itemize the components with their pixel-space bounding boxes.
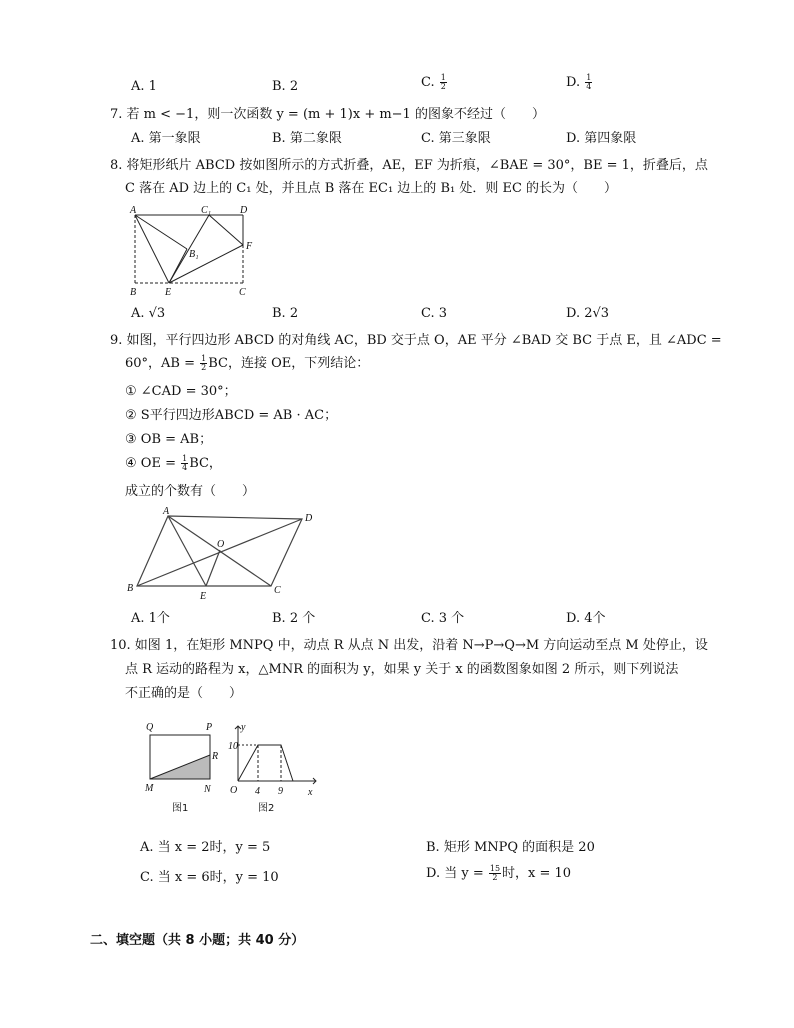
q9-label-b: B — [127, 583, 134, 594]
q10-figure-1 — [140, 716, 230, 820]
q9-ask: 成立的个数有（ ） — [125, 484, 256, 499]
q8-label-f: F — [246, 241, 253, 252]
q10-fig2-caption: 图2 — [258, 803, 275, 814]
q10-stem-line1: 10. 如图 1，在矩形 MNPQ 中，动点 R 从点 N 出发，沿着 N→P→Q→M 方向运动至点 M 处停止，设 — [110, 638, 708, 653]
q10-option-d: D. 当 y = $\frac{15}{2}$ 时，x = 10 — [426, 864, 572, 882]
q10-fig1-label-m: M — [145, 783, 154, 794]
q9-statement-4: ④ OE = $\frac{1}{4}$ BC， — [125, 454, 222, 472]
q10-figure-2 — [228, 716, 328, 820]
q10-stem-line2: 点 R 运动的路程为 x，△MNR 的面积为 y，如果 y 关于 x 的函数图象如图 2 所示，则下列说法 — [125, 662, 679, 677]
q9-label-d: D — [305, 513, 313, 524]
q10-fig2-label-10: 10 — [228, 741, 238, 752]
q7-option-b: B. 第二象限 — [272, 131, 342, 146]
q8-option-c: C. 3 — [421, 306, 448, 321]
q10-fig1-label-p: P — [206, 722, 213, 733]
q9-stem-line2: 60°，AB = $\frac{1}{2}$ BC，连接 OE，下列结论： — [125, 354, 370, 372]
q8-stem-line1: 8. 将矩形纸片 ABCD 按如图所示的方式折叠，AE，EF 为折痕，∠BAE = 30°，BE = 1，折叠后，点 — [110, 158, 708, 173]
q10-option-b: B. 矩形 MNPQ 的面积是 20 — [426, 840, 595, 855]
q8-option-a: A. √3 — [131, 306, 166, 321]
q7-option-a: A. 第一象限 — [131, 131, 201, 146]
q10-fig2-label-o: O — [230, 785, 238, 796]
q8-stem-line2: C 落在 AD 边上的 C₁ 处，并且点 B 落在 EC₁ 边上的 B₁ 处．则 EC 的长为（ ） — [125, 181, 618, 196]
q9-stem-line1: 9. 如图，平行四边形 ABCD 的对角线 AC，BD 交于点 O，AE 平分 ∠BAD 交 BC 于点 E，且 ∠ADC = — [110, 333, 722, 348]
q9-option-c: C. 3 个 — [421, 611, 465, 626]
q8-figure — [125, 203, 265, 301]
q9-option-a: A. 1个 — [131, 611, 170, 626]
q8-label-b: B — [130, 287, 137, 298]
q10-fig2-label-x: x — [308, 787, 313, 798]
q9-option-b: B. 2 个 — [272, 611, 316, 626]
q10-fig1-caption: 图1 — [172, 803, 189, 814]
q8-label-a: A — [130, 205, 137, 216]
q10-fig2-label-y: y — [241, 722, 246, 733]
q8-label-c: C — [239, 287, 246, 298]
q8-label-c1: C₁ — [201, 205, 212, 216]
q9-label-o: O — [217, 539, 225, 550]
q7-option-d: D. 第四象限 — [566, 131, 637, 146]
q6-option-a: A. 1 — [131, 79, 157, 94]
q7-stem: 7. 若 m < −1，则一次函数 y = (m + 1)x + m−1 的图象不经过（ ） — [110, 107, 545, 122]
section-2-heading: 二、填空题（共 8 小题；共 40 分） — [90, 933, 305, 948]
q9-label-a: A — [163, 506, 170, 517]
q9-label-e: E — [200, 591, 207, 602]
q9-statement-3: ③ OB = AB； — [125, 432, 213, 447]
q10-fig1-label-n: N — [204, 784, 211, 795]
q10-fig2-label-4: 4 — [255, 786, 260, 797]
q9-option-d: D. 4个 — [566, 611, 606, 626]
q8-label-d: D — [240, 205, 248, 216]
q10-stem-line3: 不正确的是（ ） — [125, 686, 243, 701]
q9-statement-2: ② S平行四边形ABCD = AB · AC； — [125, 408, 338, 423]
q9-figure — [124, 503, 324, 603]
q9-label-c: C — [274, 585, 281, 596]
q10-fig2-label-9: 9 — [278, 786, 283, 797]
q10-fig1-label-q: Q — [146, 722, 154, 733]
q9-statement-1: ① ∠CAD = 30°； — [125, 384, 237, 399]
q6-option-b: B. 2 — [272, 79, 299, 94]
q6-option-c: C. $\frac{1}{2}$ — [421, 73, 446, 91]
q10-option-c: C. 当 x = 6时，y = 10 — [140, 870, 279, 885]
q6-option-d: D. $\frac{1}{4}$ — [566, 73, 592, 91]
q10-fig1-label-r: R — [212, 751, 219, 762]
q8-label-e: E — [165, 287, 172, 298]
q8-label-b1: B₁ — [189, 249, 199, 260]
q7-option-c: C. 第三象限 — [421, 131, 491, 146]
q10-option-a: A. 当 x = 2时，y = 5 — [140, 840, 271, 855]
q8-option-b: B. 2 — [272, 306, 299, 321]
q8-option-d: D. 2√3 — [566, 306, 610, 321]
